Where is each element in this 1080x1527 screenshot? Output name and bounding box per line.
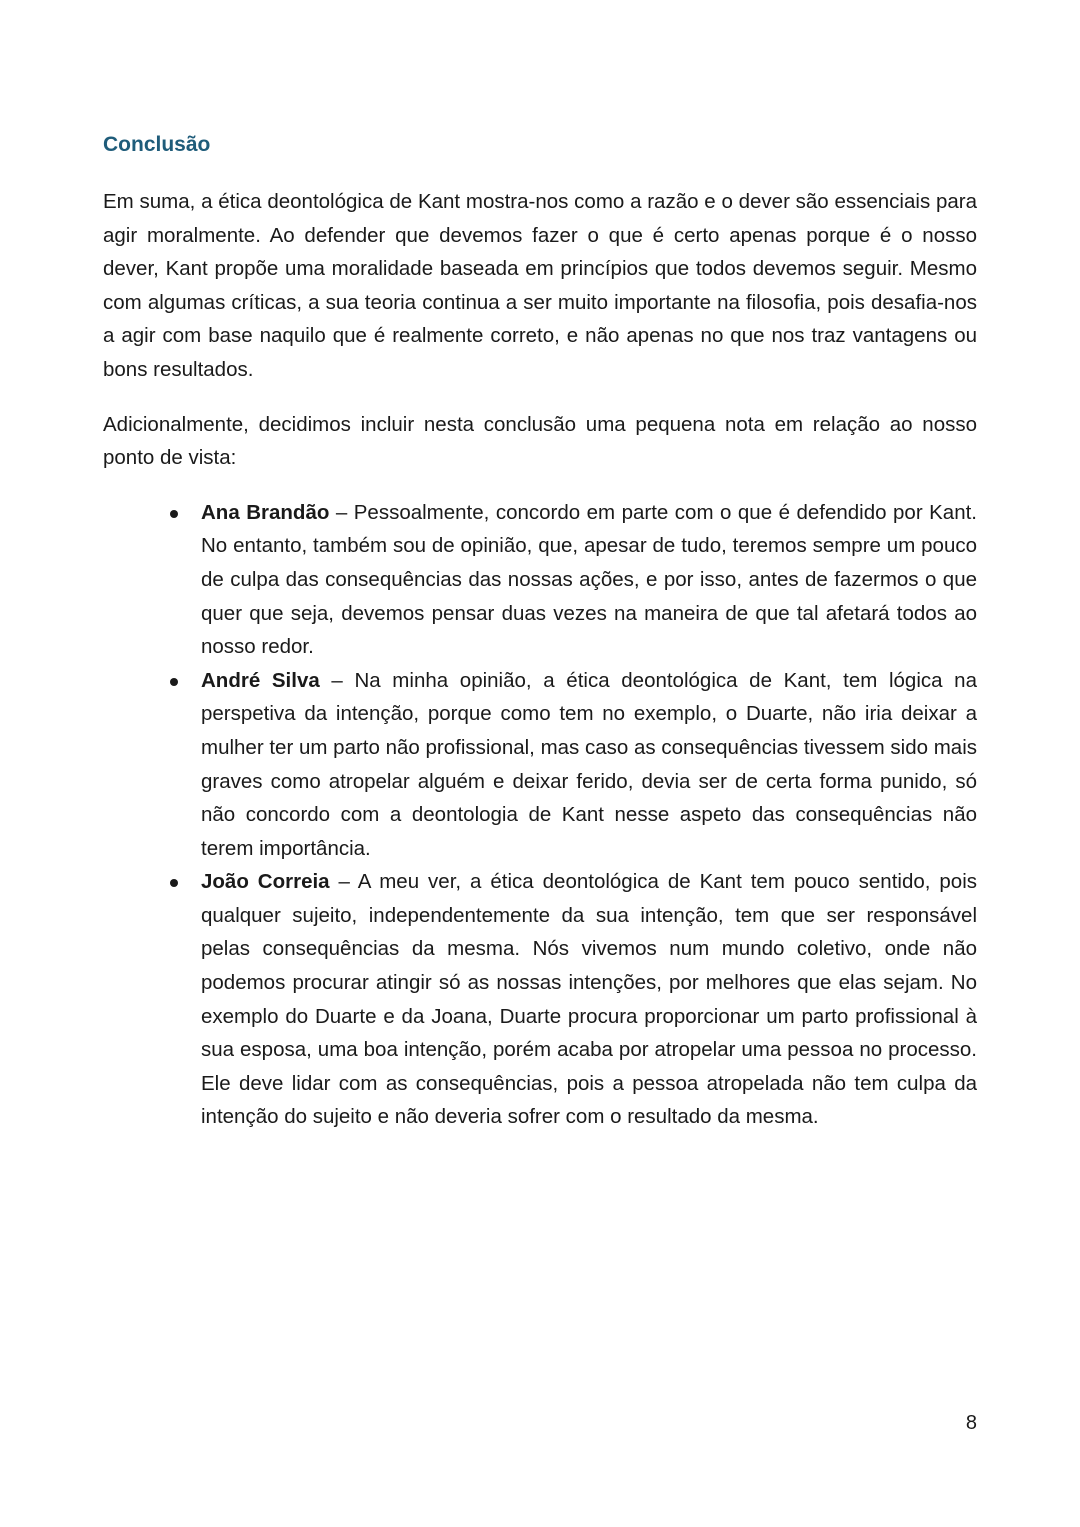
bullet-icon [170, 879, 178, 887]
page-number: 8 [965, 1412, 977, 1434]
list-item [201, 496, 977, 664]
author-name: André Silva [201, 668, 320, 692]
intro-note-paragraph: Adicionalmente, decidimos incluir nesta conclusão uma pequena nota em relação ao nosso ponto de vista: [103, 412, 977, 470]
list-item [201, 865, 977, 1134]
section-heading: Conclusão [103, 133, 211, 156]
opinions-list [103, 496, 977, 1134]
conclusion-paragraph: Em suma, a ética deontológica de Kant mostra-nos como a razão e o dever são essenciais para agir moralmente. Ao defender que devemos fazer o que é certo apenas porque é o nosso dever, Kant propõe uma moralidade baseada em princípios que todos devemos seguir. Mesmo com algumas críticas, a sua teoria continua a ser muito importante na filosofia, pois desafia-nos a agir com base naquilo que é realmente correto, e não apenas no que nos traz vantagens ou bons resultados. [103, 190, 977, 381]
opinion-text: – Pessoalmente, concordo em parte com o que é defendido por Kant. No entanto, também sou de opinião, que, apesar de tudo, teremos sempre um pouco de culpa das consequências das nossas ações, e por isso, antes de fazermos o que quer que seja, devemos pensar duas vezes na maneira de que tal afetará todos ao nosso redor. [201, 500, 977, 659]
author-name: Ana Brandão [201, 500, 330, 524]
list-item [201, 664, 977, 866]
bullet-icon [170, 678, 178, 686]
document-page [103, 128, 977, 1134]
author-name: João Correia [201, 870, 330, 894]
opinion-text: – Na minha opinião, a ética deontológica de Kant, tem lógica na perspetiva da intenção, porque como tem no exemplo, o Duarte, não iria deixar a mulher ter um parto não profissional, mas caso as consequências tivessem sido mais graves como atropelar alguém e deixar ferido, devia ser de certa forma punido, só não concordo com a deontologia de Kant nesse aspeto das consequências não terem importância. [201, 668, 977, 860]
bullet-icon [170, 510, 178, 518]
opinion-text: – A meu ver, a ética deontológica de Kant tem pouco sentido, pois qualquer sujeito, independentemente da sua intenção, tem que ser responsável pelas consequências da mesma. Nós vivemos num mundo coletivo, onde não podemos procurar atingir só as nossas intenções, por melhores que elas sejam. No exemplo do Duarte e da Joana, Duarte procura proporcionar um parto profissional à sua esposa, uma boa intenção, porém acaba por atropelar uma pessoa no processo. Ele deve lidar com as consequências, pois a pessoa atropelada não tem culpa da intenção do sujeito e não deveria sofrer com o resultado da mesma. [201, 870, 977, 1129]
